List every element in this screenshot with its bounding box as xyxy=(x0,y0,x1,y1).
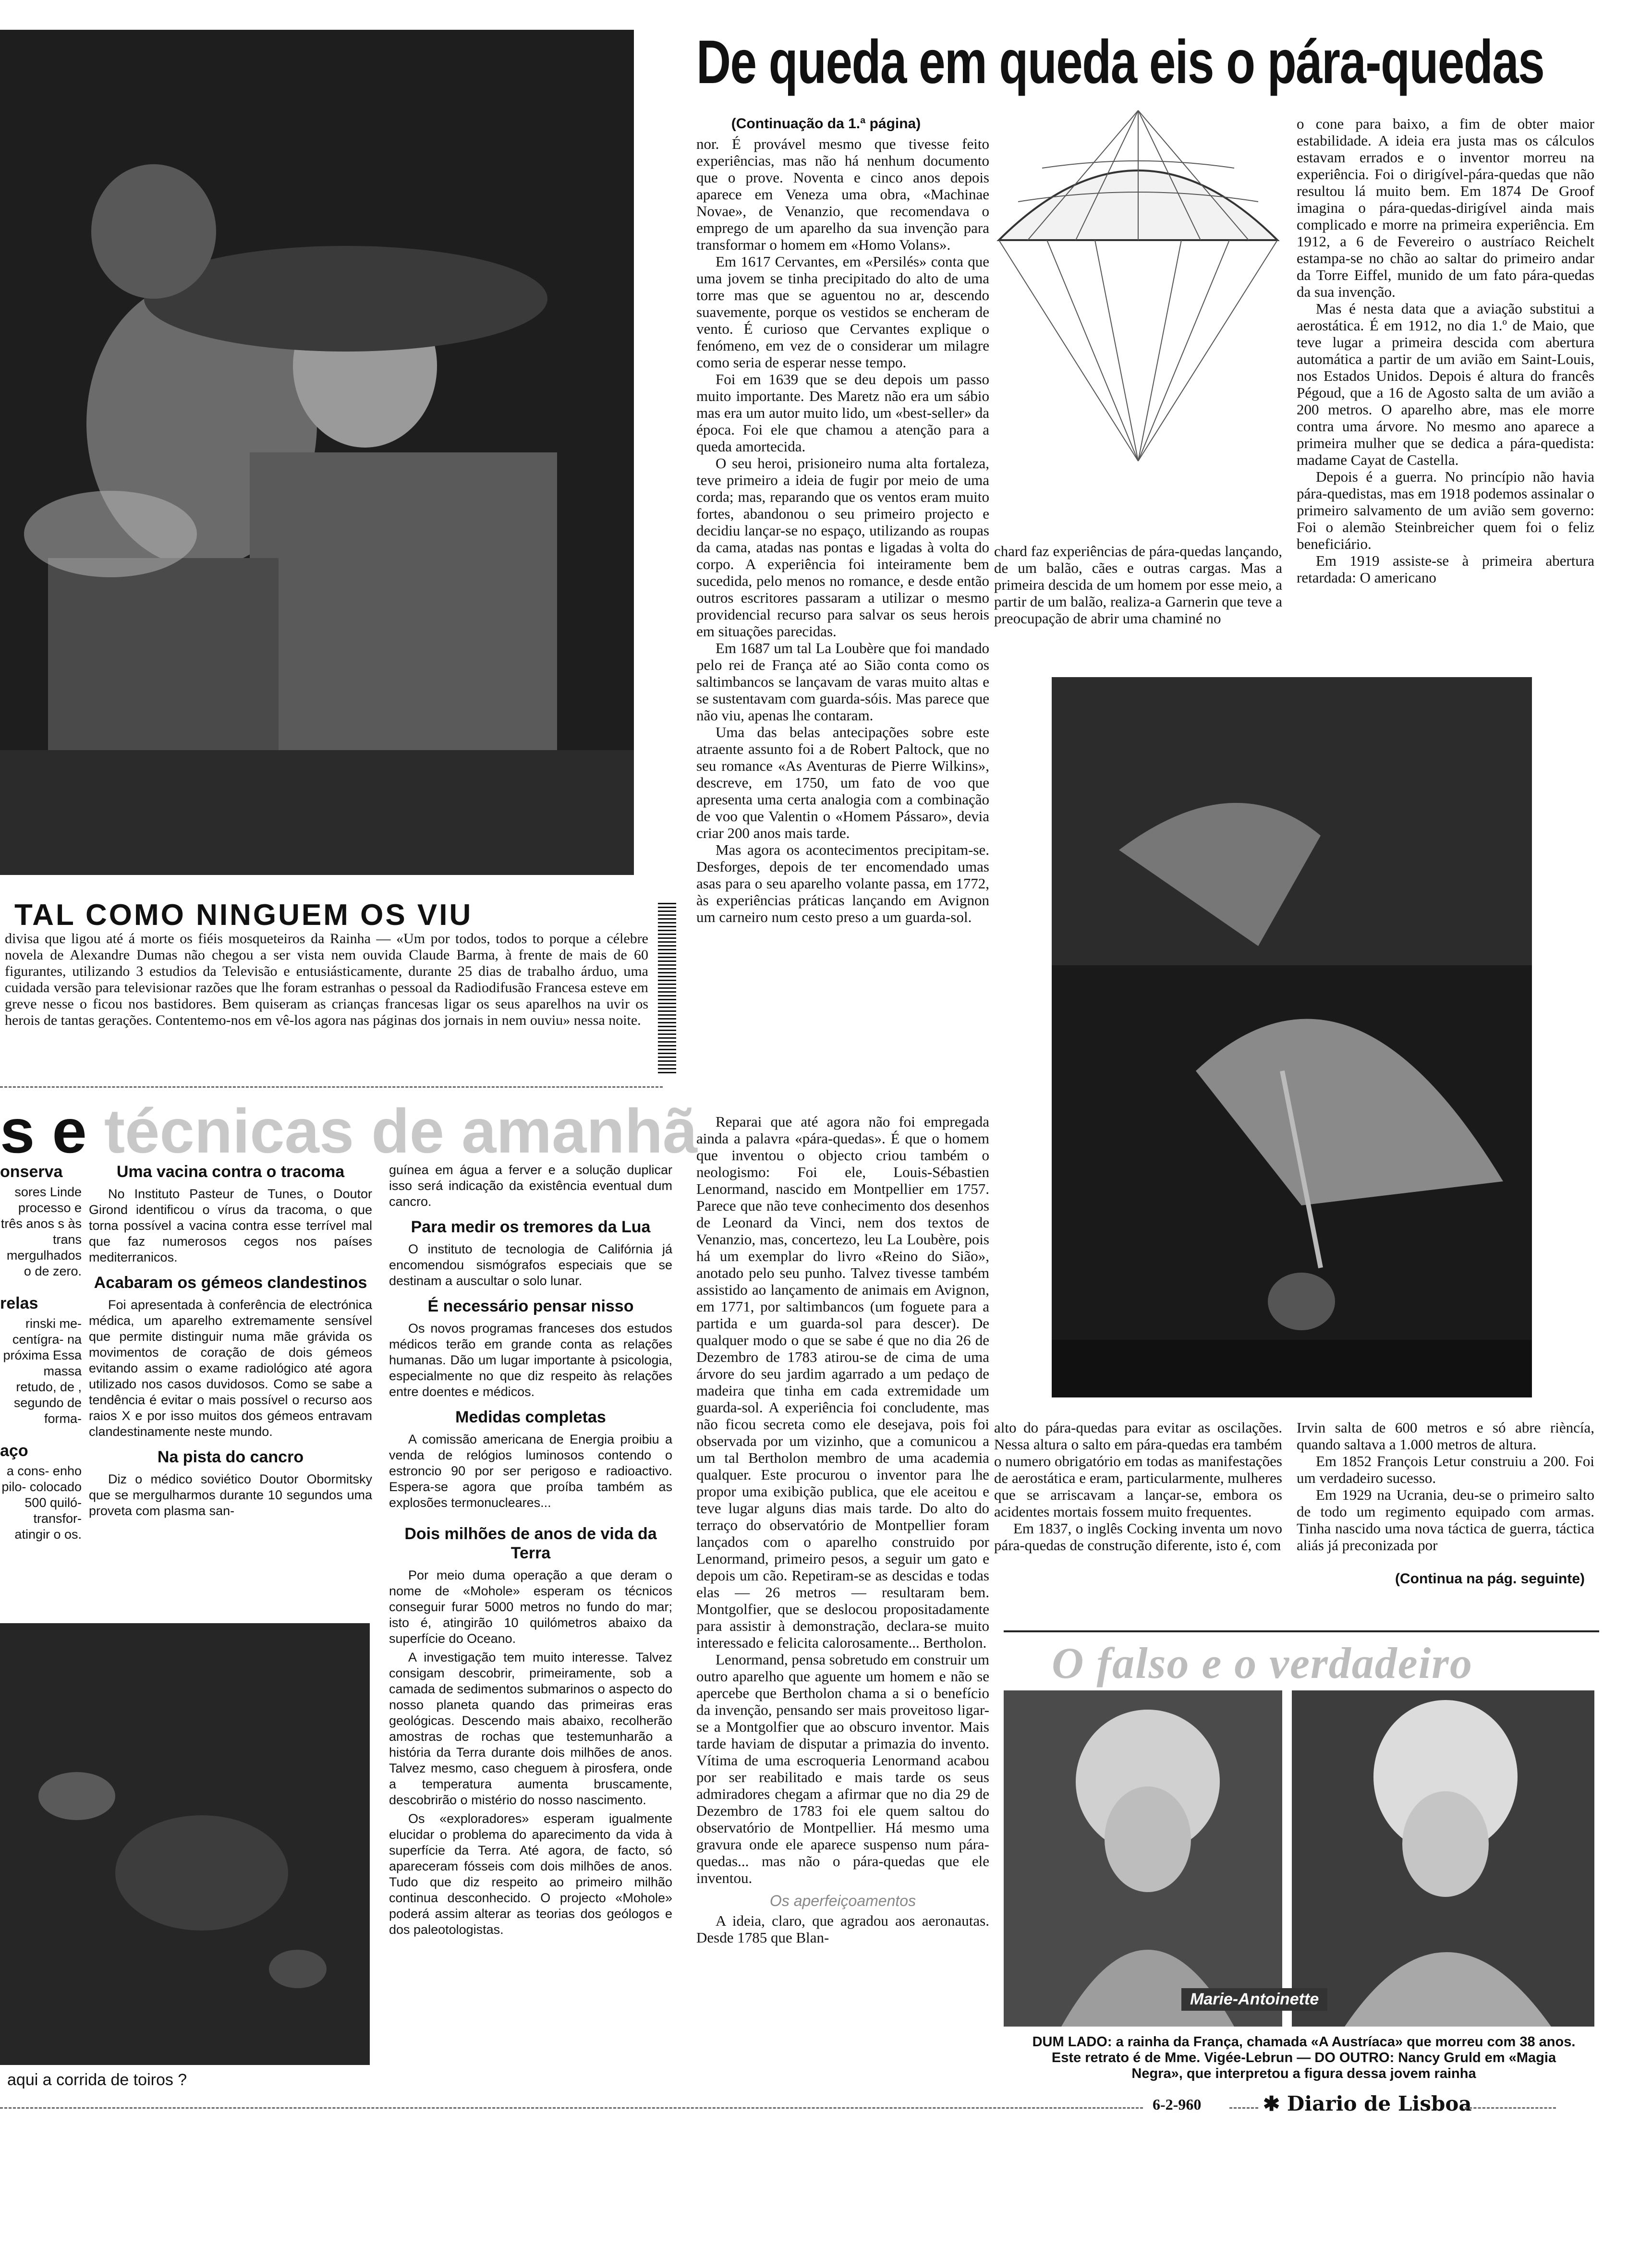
news-title-lua: Para medir os tremores da Lua xyxy=(411,1218,651,1236)
caption-hatch-rule xyxy=(658,903,676,1076)
article-column-3b xyxy=(1297,1419,1594,1554)
footer-rule-right xyxy=(1465,2107,1556,2109)
footer-rule-mid xyxy=(1229,2107,1258,2109)
article-paragraph: Em 1837, o inglês Cocking inventa um novo pára-quedas de construção diferente, isto é, com xyxy=(994,1520,1282,1554)
section-title-ghost: técnicas de amanhã xyxy=(104,1096,698,1166)
musketeers-photo xyxy=(0,30,634,875)
news-title-medidas: Medidas completas xyxy=(455,1408,606,1426)
article-paragraph: chard faz experiências de pára-quedas lançando, de um balão, cães e outras cargas. Mas a primeira descida de um homem por esse meio, a partir de um balão, realiza-a Garnerin que teve a preocupação de abrir uma chaminé no xyxy=(994,543,1282,627)
article-paragraph: Em 1852 François Letur construiu a 200. Foi um verdadeiro sucesso. xyxy=(1297,1453,1594,1486)
news-title-gemeos: Acabaram os gémeos clandestinos xyxy=(94,1274,367,1292)
article-paragraph: o cone para baixo, a fim de obter maior estabilidade. A ideia era justa mas os cálculos estavam errados e o inventor morreu na experiência. Foi o dirigível-pára-quedas que não resultou lá muito bem. Em 1874 De Groof imagina o pára-quedas-dirigível ainda mais complicado e morre na primeira experiência. Em 1912, a 6 de Fevereiro o austríaco Reichelt estampa-se no chão ao saltar do primeiro andar da Torre Eiffel, munido de um fato pára-quedas da sua invenção. xyxy=(1297,115,1594,300)
continues-note: (Continua na pág. seguinte) xyxy=(1395,1571,1585,1587)
news-text: guínea em água a ferver e a solução duplicar isso será indicação da existência eventual dum cancro. xyxy=(389,1163,672,1209)
article-paragraph: Mas é nesta data que a aviação substitui a aerostática. É em 1912, no dia 1.º de Maio, que teve lugar a primeira descida com abertura automática a partir de um avião em Saint-Louis, nos Estados Unidos. Depois é altura do francês Pégoud, que a 16 de Agosto salta de um avião a 200 metros. O aparelho abre, mas ele morre contra uma árvore. No mesmo ano aparece a primeira mulher que se dedica a pára-quedista: madame Cayat de Castella. xyxy=(1297,300,1594,468)
stub-text: rinski me- centígra- na próxima Essa massa retudo, de , segundo de forma- xyxy=(3,1316,82,1426)
parachute-illustration xyxy=(989,82,1287,475)
science-column-b xyxy=(389,1162,672,1941)
article-paragraph: Lenormand, pensa sobretudo em construir um outro aparelho que aguente um homem e não se apercebe que Bertholon chama a si o benefício da invenção, pensando ser mais proveitoso ligar-se a Montgolfier que ao obscuro inventor. Mais tarde haviam de disputar a primazia do invento. Vítima de uma escroqueria Lenormand acabou por ser reabilitado e mais tarde os seus admiradores chegam a afirmar que no dia 29 de Dezembro de 1783 foi ele quem saltou do observatório de Montpellier. Há mesmo uma gravura onde ele aparece suspenso num pára-quedas... mas não o pára-quedas que ele inventou. xyxy=(696,1651,989,1886)
section-title xyxy=(0,1095,697,1167)
birdman-engraving xyxy=(1052,677,1532,1397)
science-stub-column xyxy=(0,1162,82,1545)
article-paragraph: Em 1687 um tal La Loubère que foi mandado pelo rei de França até ao Sião conta como os saltimbancos se lançavam de varas muito altas e se sustentavam com guarda-sóis. Mas parece que não viu, apenas lhe contaram. xyxy=(696,640,989,724)
marie-antoinette-portrait xyxy=(1004,1690,1282,2027)
article-paragraph: Em 1929 na Ucrania, deu-se o primeiro salto de todo um regimento equipado com armas. Tinha nascido uma nova táctica de guerra, táctica aliás já preconizada por xyxy=(1297,1486,1594,1554)
footer-paper-name: ✱ Diario de Lisboa xyxy=(1263,2092,1472,2115)
article-column-1b xyxy=(696,1113,989,1946)
article-paragraph: Depois é a guerra. No princípio não havia pára-quedistas, mas em 1918 podemos assinalar o primeiro salvamento de um avião sem governo: Foi o alemão Steinbreicher quem foi o feliz beneficiário. xyxy=(1297,468,1594,552)
news-text: O instituto de tecnologia de Califórnia já encomendou sismógrafos especiais que se destinam a auscultar o solo lunar. xyxy=(389,1242,672,1288)
article-column-2b xyxy=(994,1419,1282,1554)
science-column-a xyxy=(89,1162,372,1522)
news-title-pensar: É necessário pensar nisso xyxy=(427,1297,634,1315)
news-text: Diz o médico soviético Doutor Obormitsky que se mergulharmos durante 10 segundos uma proveta com plasma san- xyxy=(89,1472,372,1518)
stub-text: a cons- enho pilo- colocado 500 quiló- transfor- atingir o os. xyxy=(1,1464,82,1542)
continuation-note: (Continuação da 1.ª página) xyxy=(731,116,921,132)
falso-title: O falso e o verdadeiro xyxy=(1052,1639,1473,1688)
news-text: A investigação tem muito interesse. Talvez consigam descobrir, primeiramente, sob a camada de sedimentos submarinos o aspecto do nosso planeta quando das primeiras eras geológicas. Descendo mais abaixo, recolherão amostras de rochas que testemunharão a história da Terra durante dois milhões de anos. Talvez mesmo, caso cheguem à pirosfera, onde a temperatura aumenta bruscamente, descobrirão o mistério do nosso nascimento. xyxy=(389,1650,672,1807)
stub-heading: relas xyxy=(0,1294,38,1312)
news-title-tracoma: Uma vacina contra o tracoma xyxy=(116,1163,345,1181)
bullfight-caption: aqui a corrida de toiros ? xyxy=(7,2071,187,2089)
article-paragraph: Em 1919 assiste-se à primeira abertura retardada: O americano xyxy=(1297,552,1594,586)
news-text: A comissão americana de Energia proibiu a venda de relógios luminosos contendo o estroncio 90 por ser perigoso e radioactivo. Espera-se agora que proíba também as explosões termonucleares... xyxy=(389,1432,672,1510)
news-text: Os novos programas franceses dos estudos médicos terão em grande conta as relações humanas. Dão um lugar importante à psicologia, especialmente no que diz respeito às relações entre doentes e médicos. xyxy=(389,1321,672,1399)
news-title-terra: Dois milhões de anos de vida da Terra xyxy=(404,1525,657,1562)
actress-portrait xyxy=(1292,1690,1594,2027)
article-paragraph: Reparai que até agora não foi empregada ainda a palavra «pára-quedas». É que o homem que inventou o objecto criou também o neologismo: Foi ele, Louis-Sébastien Lenormand, nascido em Montpellier em 1757. Parece que não teve conhecimento dos desenhos de Leonard da Vinci, nem dos textos de Venanzio, mas, concertezo, leu La Loubère, pois há um exemplar do livro «Reino do Sião», anotado pelo seu punho. Talvez tivesse também assistido ao lançamento de animais em Avignon, em 1771, por saltimbancos (um foguete para a partida e um guarda-sol para descer). De qualquer modo o que se sabe é que no dia 26 de Dezembro de 1783 atirou-se de cima de uma árvore do seu jardim agarrado a um pedaço de madeira que tinha em cada extremidade um guarda-sol. A experiência foi concludente, mas não ficou secreta como ele desejava, pois foi observada por um vizinho, que a comunicou a um tal Bertholon membro de uma academia qualquer. Este procurou o inventor para lhe propor uma exibição publica, que ele aceitou e teve lugar alguns dias mais tarde. Do alto do terraço do observatório de Montpellier foram lançados com o aparelho construido por Lenormand, primeiro pesos, a seguir um gato e depois um cão. Repetiram-se as descidas e todas elas — 26 metros — resultaram bem. Montgolfier, que se deslocou propositadamente para assistir à demonstração, declara-se muito interessado e felicita calorosamente... Bertholon. xyxy=(696,1113,989,1651)
article-paragraph: Uma das belas antecipações sobre este atraente assunto foi a de Robert Paltock, que no seu romance «As Aventuras de Pierre Wilkins», descreve, em 1750, um fato de voo que apresenta uma certa analogia com a combinação de voo que Valentin o «Homem Pássaro», devia criar 200 anos mais tarde. xyxy=(696,724,989,841)
news-text: Os «exploradores» esperam igualmente elucidar o problema do aparecimento da vida à superfície da Terra. Até agora, de facto, só apareceram fósseis com dois milhões de anos. Tudo que diz respeito ao primeiro milhão continua desconhecido. O projecto «Mohole» poderá assim alterar as teorias dos geólogos e dos paleotologistas. xyxy=(389,1811,672,1937)
falso-divider xyxy=(1004,1630,1599,1632)
stub-heading: aço xyxy=(0,1442,28,1460)
article-column-3a xyxy=(1297,115,1594,586)
article-column-2a xyxy=(994,543,1282,627)
stub-text: sores Linde processo e três anos s às trans mergulhados o de zero. xyxy=(0,1185,82,1278)
article-paragraph: alto do pára-quedas para evitar as oscilações. Nessa altura o salto em pára-quedas era também o numero obrigatório em todas as manifestações de aerostática e eram, particularmente, mulheres que se arriscavam a lançar-se, embora os acidentes mortais fossem muito frequentes. xyxy=(994,1419,1282,1520)
article-column-1 xyxy=(696,135,989,925)
article-paragraph: Irvin salta de 600 metros e só abre rièncía, quando saltava a 1.000 metros de altura. xyxy=(1297,1419,1594,1453)
tal-caption: divisa que ligou até á morte os fiéis mosqueteiros da Rainha — «Um por todos, todos to porque a célebre novela de Alexandre Dumas não chegou a ser vista nem ouvida Claude Barma, à frente de mais de 60 figurantes, utilizando 3 estudios da Televisão e entusiásticamente, durante 25 dias de trabalho árduo, uma cuidada versão para televisionar razões que lhe foram estranhas o pessoal da Radiodifusão Francesa esteve em greve nesse o ficou nos bastidores. Bem quiseram as crianças francesas ligar os seus aparelhos na uvir os herois de tantas gerações. Contentemo-nos em vê-los agora nas páginas dos jornais in nem ouviu» nessa noite. xyxy=(5,931,648,1028)
page-headline: De queda em queda eis o pára-quedas xyxy=(696,28,1544,97)
portraits-caption: DUM LADO: a rainha da França, chamada «A Austríaca» que morreu com 38 anos. Este retrato é de Mme. Vigée-Lebrun — DO OUTRO: Nancy Gruld em «Magia Negra», que interpretou a figura dessa jovem rainha xyxy=(1032,2034,1576,2081)
subhead-aperfeicoamentos: Os aperfeiçoamentos xyxy=(769,1892,916,1909)
stub-heading: onserva xyxy=(0,1163,63,1181)
section-divider-top xyxy=(0,1086,663,1088)
article-paragraph: nor. É provável mesmo que tivesse feito experiências, mas não há nenhum documento que o prove. Noventa e cinco anos depois aparece em Veneza uma obra, «Machinae Novae», de Venanzio, que recomendava o emprego de um aparelho da sua invenção para transformar o homem em «Homo Volans». xyxy=(696,135,989,253)
news-text: No Instituto Pasteur de Tunes, o Doutor Girond identificou o vírus da tracoma, o que torna possível a vacina contra esse terrível mal que faz numerosos cegos nos países mediterranicos. xyxy=(89,1187,372,1264)
article-paragraph: O seu heroi, prisioneiro numa alta fortaleza, teve primeiro a ideia de fugir por meio de uma corda; mas, reparando que os ventos eram muito fortes, abandonou o seu primeiro projecto e decidiu lançar-se no espaço, utilizando as roupas da cama, atadas nas pontas e ligadas à volta do corpo. A experiência foi inteiramente bem sucedida, pelo menos no romance, e desde então outros escritores passaram a utilizar o mesmo providencial recurso para salvar os seus herois em situações parecidas. xyxy=(696,455,989,640)
tal-title: TAL COMO NINGUEM OS VIU xyxy=(14,899,473,932)
news-text: Foi apresentada à conferência de electrónica médica, um aparelho extremamente sensível que permite distinguir numa mãe grávida os movimentos de coração de dois gémeos evitando assim o exame radiológico até agora utilizado nos casos duvidosos. Como se sabe a tendência é evitar o mais possível o recurso aos raios X e por isso muitos dos gémeos entravam clandestinamente neste mundo. xyxy=(89,1298,372,1439)
marie-antoinette-label: Marie-Antoinette xyxy=(1181,1988,1327,2011)
footer-rule-left xyxy=(0,2107,1143,2109)
news-title-cancro: Na pista do cancro xyxy=(157,1448,304,1466)
article-paragraph: Mas agora os acontecimentos precipitam-se. Desforges, depois de ter encomendado umas asas para o seu aparelho volante passa, em 1772, às experiências práticas lançando em Avignon um carneiro num cesto preso a um guarda-sol. xyxy=(696,841,989,925)
section-title-visible: s e xyxy=(0,1096,104,1166)
footer-date: 6-2-960 xyxy=(1153,2096,1202,2113)
article-paragraph: Em 1617 Cervantes, em «Persilés» conta que uma jovem se tinha precipitado do alto de uma torre mas que se aguentou no ar, descendo suavemente, porque os vestidos se encheram de vento. É curioso que Cervantes explique o fenómeno, em vez de o considerar um milagre como seria de esperar nesse tempo. xyxy=(696,253,989,371)
article-paragraph: A ideia, claro, que agradou aos aeronautas. Desde 1785 que Blan- xyxy=(696,1912,989,1946)
article-paragraph: Foi em 1639 que se deu depois um passo muito importante. Des Maretz não era um sábio mas era um autor muito lido, um «best-seller» da época. Foi ele que chamou a atenção para a queda amortecida. xyxy=(696,371,989,455)
news-text: Por meio duma operação a que deram o nome de «Mohole» esperam os técnicos conseguir furar 5000 metros no fundo do mar; isto é, atingirão 10 quilómetros abaixo da superfície do Oceano. xyxy=(389,1568,672,1646)
bullfight-photo xyxy=(0,1623,370,2065)
